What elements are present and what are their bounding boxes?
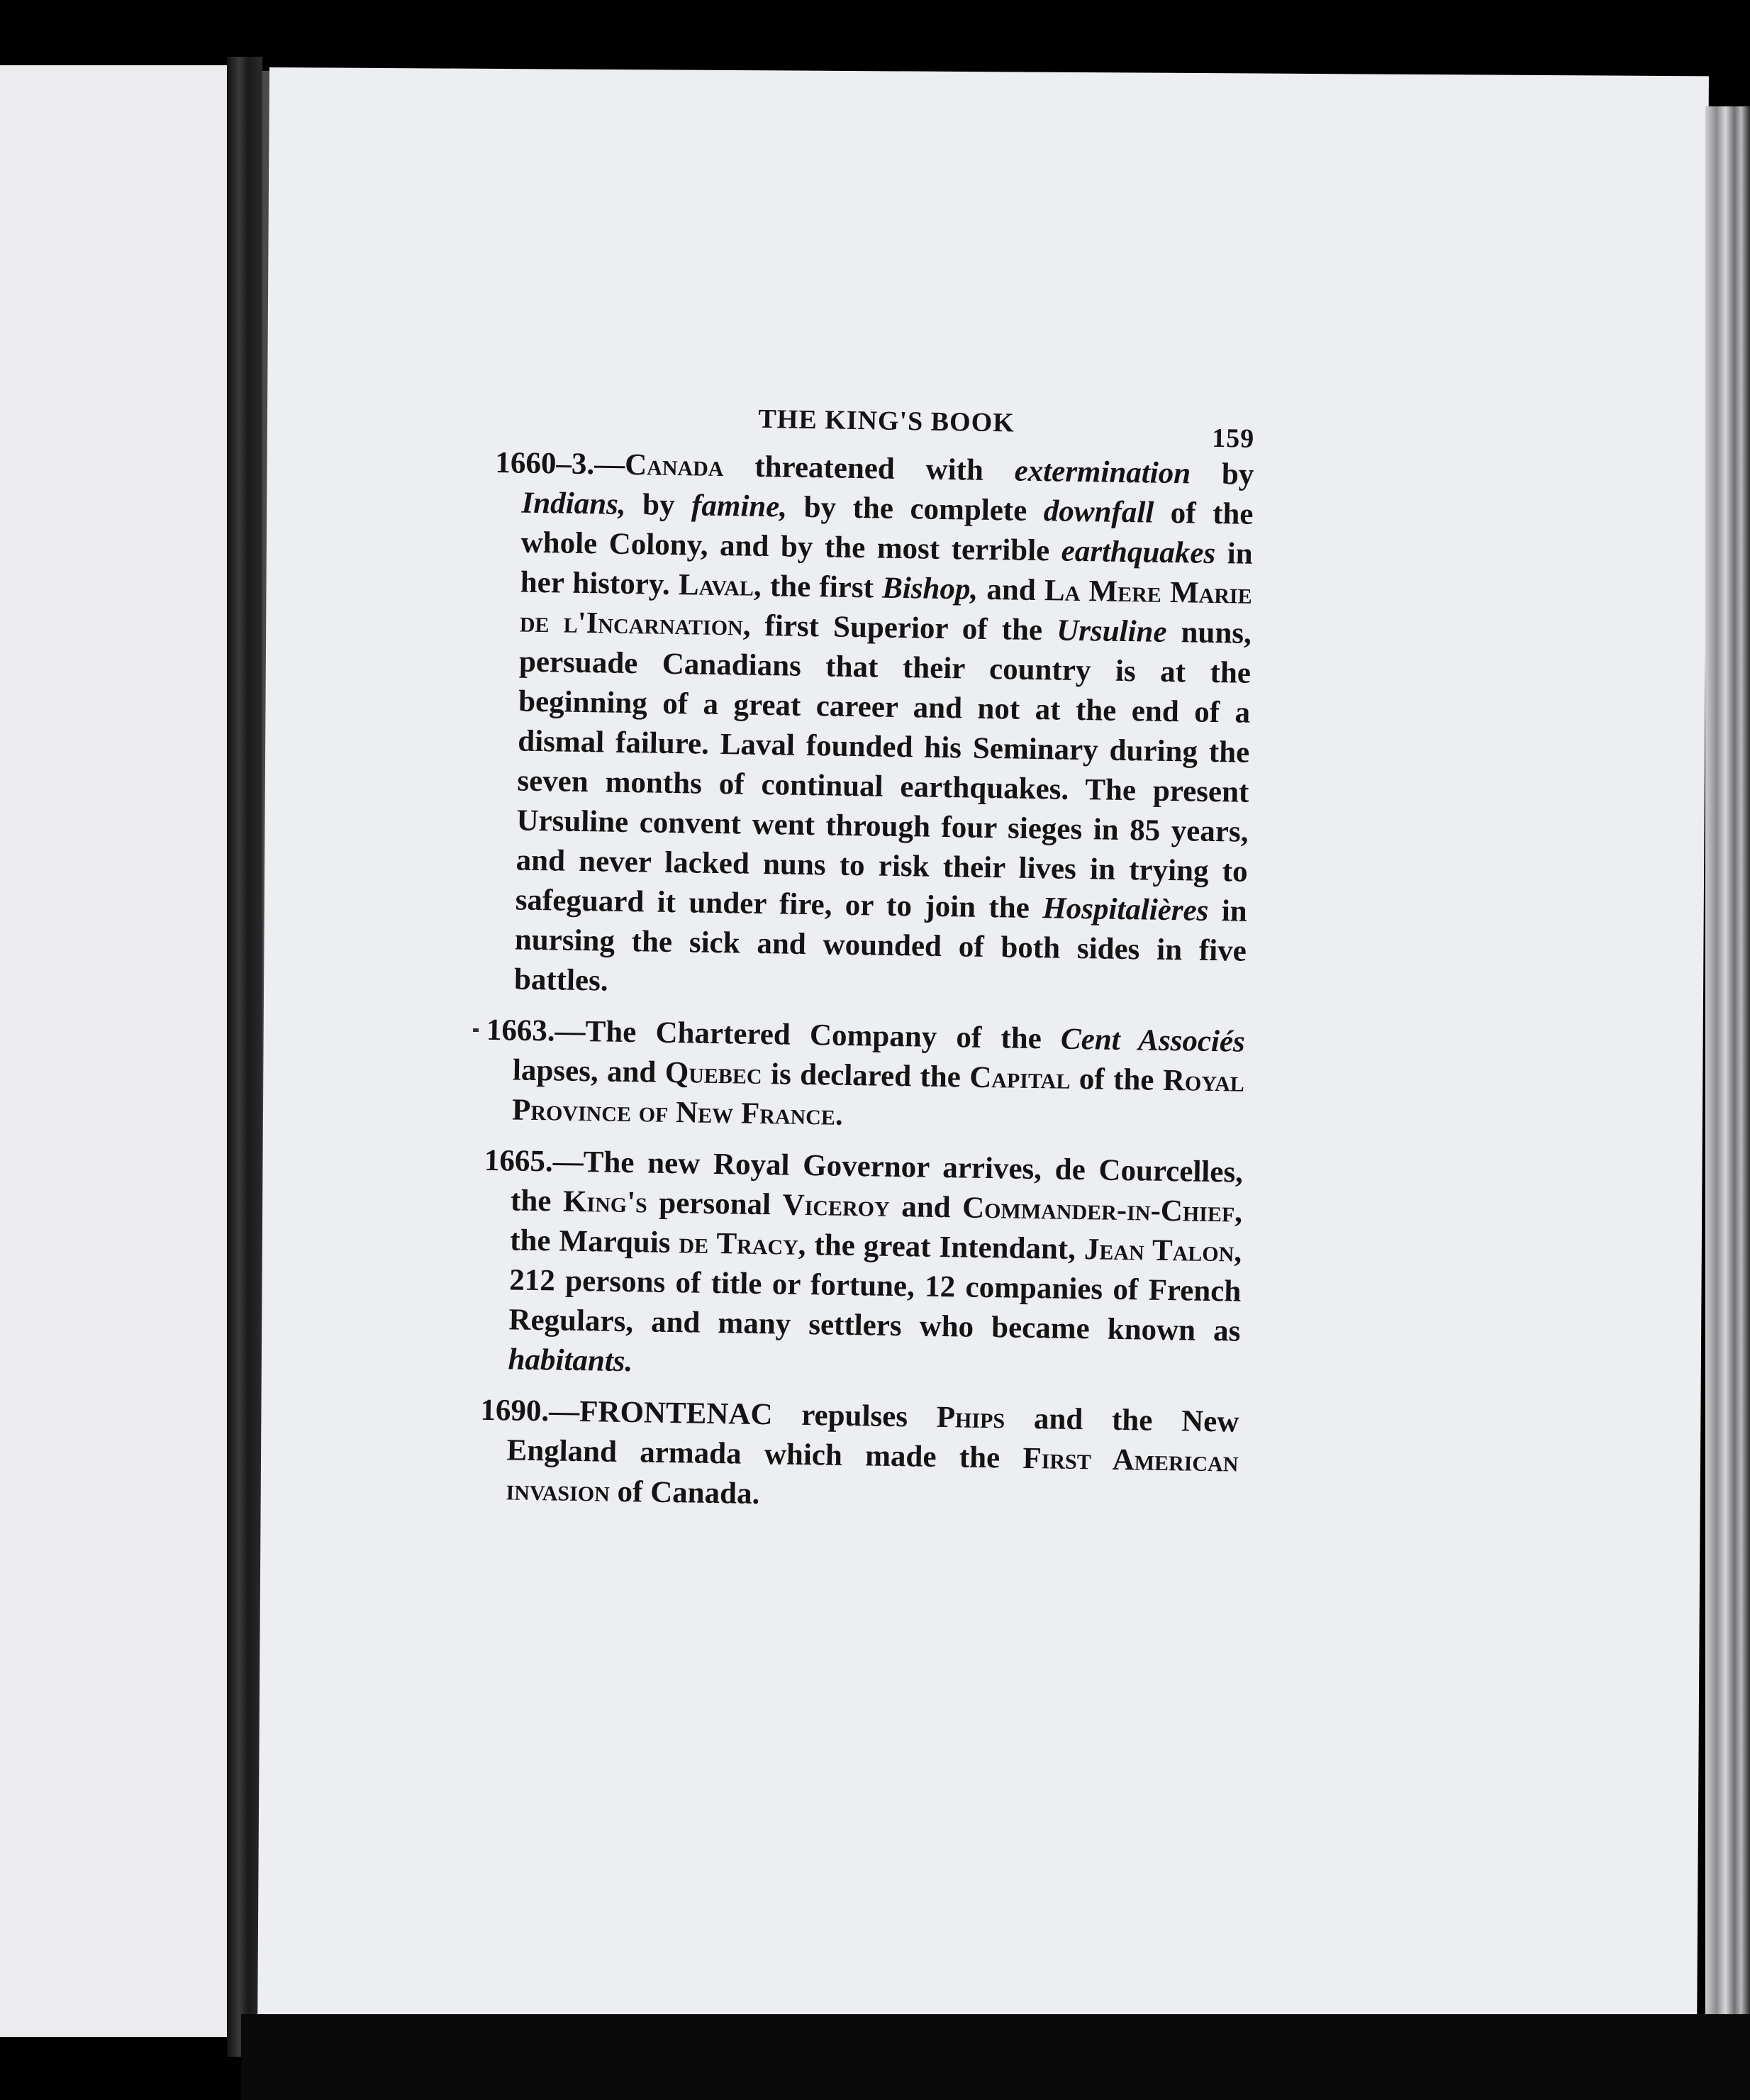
entry-text (506, 1394, 1239, 1511)
entry-year: 1690. (480, 1393, 550, 1428)
entry-text (512, 1014, 1245, 1131)
text-run: the first (761, 569, 883, 605)
italic-run: Ursuline (1056, 613, 1167, 649)
text-run: nuns, persuade Canadians that their country is at the beginning of a great career and not at the end of a dismal failure. Laval founded his Seminary during the seven months of continual earthquakes. The present Ursuline convent went through four sieges in 85 years, and never lacked nuns to risk their lives in trying to safeguard it under fire, or to join the (515, 615, 1252, 926)
stray-mark (473, 1028, 479, 1032)
text-run: by (625, 487, 692, 523)
italic-run: Bishop, (881, 571, 979, 606)
text-run: —FRONTENAC repulses (548, 1394, 937, 1434)
text-run: by the complete (786, 490, 1044, 528)
small-caps-run: King's (562, 1184, 648, 1220)
small-caps-run: First American invasion (506, 1441, 1239, 1509)
text-run: and the New England armada which made the (506, 1401, 1239, 1475)
text-run: lapses, and (512, 1053, 666, 1089)
entry-text (514, 448, 1254, 997)
small-caps-run: Capital (969, 1060, 1071, 1096)
text-run: in nursing the sick and wounded of both sides in five battles. (513, 894, 1248, 998)
small-caps-run: de Tracy, (679, 1226, 806, 1262)
text-run: 212 persons of title or fortune, 12 companies of French Regulars, and many settlers who became known as (508, 1263, 1242, 1348)
small-caps-run: La Mere Marie de l'Incarnation, (519, 574, 1253, 643)
small-caps-run: Jean Talon, (1083, 1233, 1242, 1269)
page-number: 159 (1211, 423, 1255, 454)
text-run: —The Chartered Company of the (554, 1014, 1061, 1056)
page-text (479, 394, 1255, 1533)
chronology-entry (487, 443, 1254, 1011)
entry-year: 1663. (486, 1013, 556, 1048)
chronology-entry (485, 1011, 1246, 1142)
text-run: of Canada. (609, 1474, 760, 1511)
small-caps-run: Viceroy (782, 1188, 891, 1223)
text-run: of the whole Colony, and by the most terrible (520, 496, 1254, 568)
page-edges (1705, 106, 1750, 2064)
small-caps-run: Canada (624, 448, 724, 484)
entry-text (508, 1145, 1243, 1378)
entry-year: 1660–3. (495, 445, 595, 482)
left-page (0, 65, 227, 2037)
chronology-entry (481, 1141, 1243, 1391)
chronology-entry (479, 1391, 1239, 1522)
text-run: —The new Royal Governor arrives, de Courcelles, the (510, 1145, 1244, 1218)
entry-year: 1665. (484, 1143, 554, 1179)
text-run: by (1190, 457, 1254, 491)
small-caps-run: Commander-in-Chief, (962, 1191, 1243, 1229)
italic-run: Indians, (521, 486, 626, 521)
italic-run: Cent Associés (1060, 1022, 1246, 1059)
italic-run: Hospitalières (1042, 891, 1209, 928)
text-run: the Marquis (509, 1223, 679, 1260)
text-run: threatened with (723, 450, 1015, 488)
text-run: of the (1070, 1062, 1164, 1097)
text-run: personal (647, 1186, 784, 1222)
text-run: first Superior of the (750, 609, 1057, 648)
bottom-margin (241, 2014, 1750, 2100)
text-run: is declared the (762, 1057, 970, 1094)
italic-run: downfall (1043, 494, 1154, 530)
text-run: the great Intendant, (806, 1228, 1085, 1267)
small-caps-run: Laval, (678, 568, 762, 603)
italic-run: famine, (691, 489, 788, 524)
small-caps-run: Royal Province of New France. (511, 1063, 1245, 1132)
text-run: and (977, 572, 1045, 608)
running-title: THE KING'S BOOK (758, 404, 1015, 438)
italic-run: earthquakes (1061, 534, 1216, 570)
small-caps-run: Phips (936, 1400, 1005, 1435)
small-caps-run: Quebec (664, 1055, 763, 1091)
text-run: — (593, 448, 625, 482)
book-spine (227, 57, 262, 2057)
italic-run: habitants. (508, 1343, 633, 1379)
text-run: in her history. (520, 536, 1253, 602)
italic-run: extermination (1014, 454, 1191, 491)
text-run: and (889, 1189, 963, 1225)
